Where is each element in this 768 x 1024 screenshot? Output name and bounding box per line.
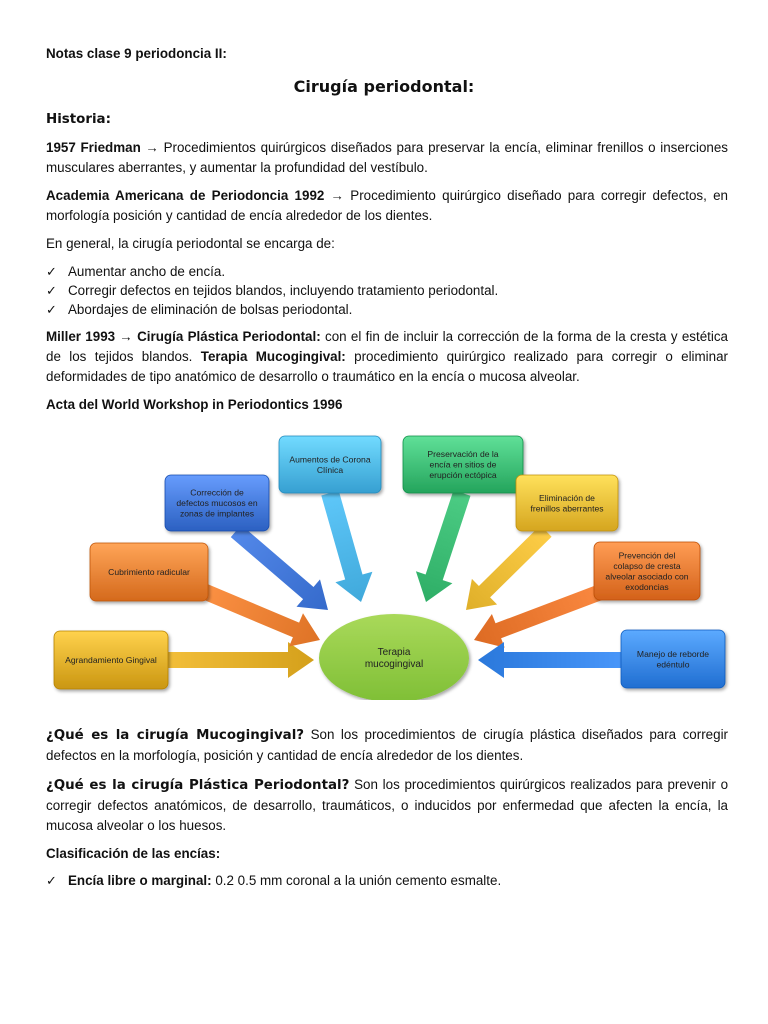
miller-text: con el fin de incluir la corrección de la forma de la cresta y estética de los tejidos blandos. xyxy=(46,329,728,364)
academia-arrow: → xyxy=(324,188,351,203)
document-header: Notas clase 9 periodoncia II: xyxy=(46,46,227,61)
classification-list xyxy=(46,871,728,890)
paragraph-general: En general, la cirugía periodontal se encarga de: xyxy=(46,236,335,251)
diagram-box-label: erupción ectópica xyxy=(429,470,497,480)
paragraph-academia xyxy=(46,186,728,226)
q1-bold: ¿Qué es la cirugía Mucogingival? xyxy=(46,728,305,743)
diagram-box-label: Preservación de la xyxy=(427,449,499,459)
check-icon: ✓ xyxy=(46,873,57,888)
miller-bold: Miller 1993 → Cirugía Plástica Periodontal: xyxy=(46,329,321,344)
diagram-arrow xyxy=(478,642,621,678)
diagram-arrow xyxy=(466,525,552,610)
paragraph-q2 xyxy=(46,775,728,836)
list-item-text: Abordajes de eliminación de bolsas periodontal. xyxy=(68,302,353,317)
diagram-box-label: alveolar asociado con xyxy=(605,571,689,582)
academia-text: Procedimiento quirúrgico diseñado para corregir defectos, en morfología posición y cantidad de encía alrededor de los dientes. xyxy=(46,188,728,223)
paragraph-friedman xyxy=(46,138,728,178)
section-history-heading: Historia: xyxy=(46,112,111,127)
center-label-line-2: mucogingival xyxy=(364,659,424,670)
diagram-box-label: exodoncias xyxy=(625,581,669,592)
diagram-box-label: Clínica xyxy=(316,464,344,475)
academia-bold: Academia Americana de Periodoncia 1992 xyxy=(46,188,325,203)
diagram-box-label: Eliminación de xyxy=(539,492,595,503)
center-label-line-1: Terapia xyxy=(377,647,411,658)
diagram-box-label: encía en sitios de xyxy=(429,459,497,470)
diagram-arrow xyxy=(321,491,372,603)
list-item xyxy=(46,281,728,300)
diagram-box-label: Agrandamiento Gingival xyxy=(65,655,157,665)
diagram-box-label: edéntulo xyxy=(656,659,690,670)
diagram-box-label: Prevención del xyxy=(618,550,676,561)
diagram-box-label: Cubrimiento radicular xyxy=(108,567,190,577)
list-item xyxy=(46,871,728,890)
diagram-box-label: Manejo de reborde xyxy=(636,648,710,659)
q2-bold: ¿Qué es la cirugía Plástica Periodontal? xyxy=(46,778,350,793)
page-title: Cirugía periodontal: xyxy=(293,77,475,96)
diagram-box-label: defectos mucosos en xyxy=(176,498,258,508)
list-item-text: Aumentar ancho de encía. xyxy=(68,264,226,279)
list-item-bold: Encía libre o marginal: xyxy=(68,873,212,888)
mucogingival-diagram xyxy=(46,430,736,700)
list-item-text: 0.2 0.5 mm coronal a la unión cemento esmalte. xyxy=(211,873,502,888)
diagram-box-label: Aumentos de Corona xyxy=(289,454,371,465)
diagram-arrow xyxy=(168,642,314,678)
list-item-text: Corregir defectos en tejidos blandos, incluyendo tratamiento periodontal. xyxy=(68,283,499,298)
mucogingival-bold: Terapia Mucogingival: xyxy=(200,349,346,364)
list-item xyxy=(46,300,728,319)
acta-heading: Acta del World Workshop in Periodontics 1996 xyxy=(46,397,343,412)
paragraph-miller xyxy=(46,327,728,387)
diagram-box-label: Corrección de xyxy=(190,487,244,498)
diagram-arrow xyxy=(231,525,328,610)
diagram-arrow xyxy=(416,490,471,602)
diagram-box-label: zonas de implantes xyxy=(179,508,255,519)
classification-heading: Clasificación de las encías: xyxy=(46,846,221,861)
q1-text: Son los procedimientos de cirugía plástica diseñados para corregir defectos en la morfología, posición y cantidad de encía alrededor de los dientes. xyxy=(46,727,729,763)
diagram-box-label: frenillos aberrantes xyxy=(530,503,604,514)
check-icon: ✓ xyxy=(46,302,57,317)
q2-text: Son los procedimientos quirúrgicos realizados para prevenir o corregir defectos anatómicos, de desarrollo, traumáticos, o inducidos por enfermedad que afecten la encía, la mucosa alveolar o los huesos. xyxy=(46,777,729,833)
check-icon: ✓ xyxy=(46,264,57,279)
friedman-bold: 1957 Friedman → xyxy=(46,140,159,155)
mucogingival-text: procedimiento quirúrgico realizado para corregir o eliminar deformidades de tipo anatómico de desarrollo o traumático en la encía o mucosa alveolar. xyxy=(46,349,729,384)
diagram-box-label: colapso de cresta xyxy=(613,560,681,571)
check-icon: ✓ xyxy=(46,283,57,298)
list-item xyxy=(46,262,728,281)
friedman-text: Procedimientos quirúrgicos diseñados para preservar la encía, eliminar frenillos o inserciones musculares aberrantes, y aumentar la profundidad del vestíbulo. xyxy=(46,140,728,175)
paragraph-q1 xyxy=(46,725,728,766)
goals-list xyxy=(46,262,728,319)
